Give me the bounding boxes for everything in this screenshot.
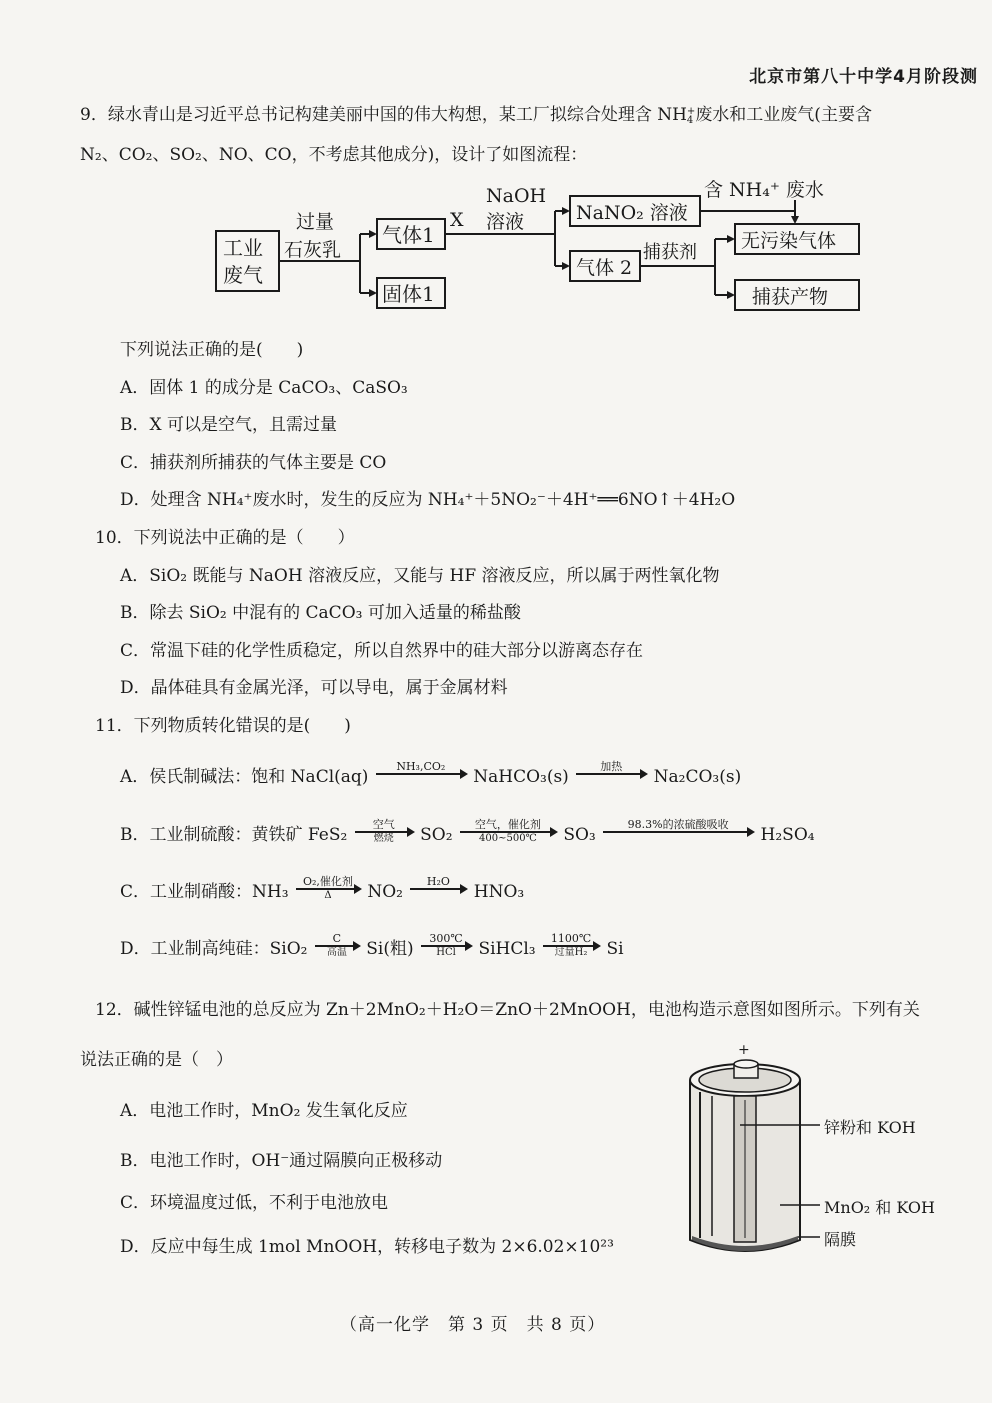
gas2-label: 气体 2 [576, 257, 633, 279]
q11-option-b: B．工业制硫酸：黄铁矿 FeS₂ 空气 燃烧 SO₂ 空气，催化剂 400~500℃ SO₃ 98.3%的浓硫酸吸收 H₂SO₄ [120, 818, 815, 845]
q9-line2: N₂、CO₂、SO₂、NO、CO，不考虑其他成分)，设计了如图流程： [80, 145, 588, 165]
waste-gas-line2: 废气 [223, 263, 263, 287]
capture-agent-label: 捕获剂 [643, 242, 697, 263]
q9-option-b: B．X 可以是空气，且需过量 [120, 415, 337, 435]
gas1-label: 气体1 [382, 223, 435, 247]
q10-option-b: B．除去 SiO₂ 中混有的 CaCO₃ 可加入适量的稀盐酸 [120, 603, 521, 623]
q10-option-d: D．晶体硅具有金属光泽，可以导电，属于金属材料 [120, 678, 508, 698]
q12-option-d: D．反应中每生成 1mol MnOOH，转移电子数为 2×6.02×10²³ [120, 1237, 614, 1257]
exam-header: 北京市第八十中学4月阶段测 [749, 67, 978, 87]
q11-option-c: C．工业制硝酸：NH₃ O₂,催化剂 Δ NO₂ H₂O HNO₃ [120, 875, 525, 902]
solid1-label: 固体1 [382, 282, 435, 306]
q12-line2: 说法正确的是（ ） [80, 1050, 233, 1070]
q11-option-a: A．侯氏制碱法：饱和 NaCl(aq) NH₃,CO₂ NaHCO₃(s) 加热 Na₂CO₃(s) [120, 760, 742, 787]
x-label: X [450, 209, 464, 231]
lime-bottom: 石灰乳 [284, 239, 342, 261]
nano2-label: NaNO₂ 溶液 [576, 202, 688, 224]
q10-option-a: A．SiO₂ 既能与 NaOH 溶液反应，又能与 HF 溶液反应，所以属于两性氧化物 [120, 566, 720, 586]
q9-option-d: D．处理含 NH₄⁺废水时，发生的反应为 NH₄⁺＋5NO₂⁻＋4H⁺══6NO↑＋4H₂O [120, 490, 736, 510]
lime-top: 过量 [296, 211, 335, 233]
naoh-bottom: 溶液 [486, 211, 525, 233]
q12-line1: 12．碱性锌锰电池的总反应为 Zn＋2MnO₂＋H₂O＝ZnO＋2MnOOH，电池构造示意图如图所示。下列有关 [95, 1000, 920, 1020]
battery-leader-lines [740, 1100, 830, 1260]
q12-option-c: C．环境温度过低，不利于电池放电 [120, 1193, 389, 1213]
q10-title: 10．下列说法中正确的是（ ） [95, 528, 355, 548]
capture-product-label: 捕获产物 [752, 286, 829, 308]
q9-option-c: C．捕获剂所捕获的气体主要是 CO [120, 453, 387, 473]
battery-label-separator: 隔膜 [824, 1230, 857, 1249]
q9-line1: 9．绿水青山是习近平总书记构建美丽中国的伟大构想，某工厂拟综合处理含 NH + 4 废水和工业废气(主要含 [80, 105, 872, 126]
page-footer: （高一化学 第 3 页 共 8 页） [340, 1315, 606, 1335]
q12-option-b: B．电池工作时，OH⁻通过隔膜向正极移动 [120, 1151, 443, 1171]
clean-gas-label: 无污染气体 [741, 230, 837, 252]
battery-label-zinc: 锌粉和 KOH [824, 1118, 916, 1137]
q10-option-c: C．常温下硅的化学性质稳定，所以自然界中的硅大部分以游离态存在 [120, 641, 644, 661]
waste-gas-line1: 工业 [223, 236, 263, 260]
nh4-waste-label: 含 NH₄⁺ 废水 [704, 179, 824, 201]
q11-title: 11．下列物质转化错误的是( ) [95, 716, 351, 736]
q9-prompt: 下列说法正确的是( ) [120, 340, 304, 360]
q9-flowchart [0, 0, 992, 330]
battery-label-mno2: MnO₂ 和 KOH [824, 1198, 935, 1217]
naoh-top: NaOH [486, 185, 547, 207]
battery-plus: + [738, 1042, 750, 1058]
q9-option-a: A．固体 1 的成分是 CaCO₃、CaSO₃ [120, 378, 408, 398]
q11-option-d: D．工业制高纯硅：SiO₂ C 高温 Si(粗) 300℃ HCl SiHCl₃ 1100℃ 过量H₂ Si [120, 932, 624, 959]
q12-option-a: A．电池工作时，MnO₂ 发生氧化反应 [120, 1101, 408, 1121]
